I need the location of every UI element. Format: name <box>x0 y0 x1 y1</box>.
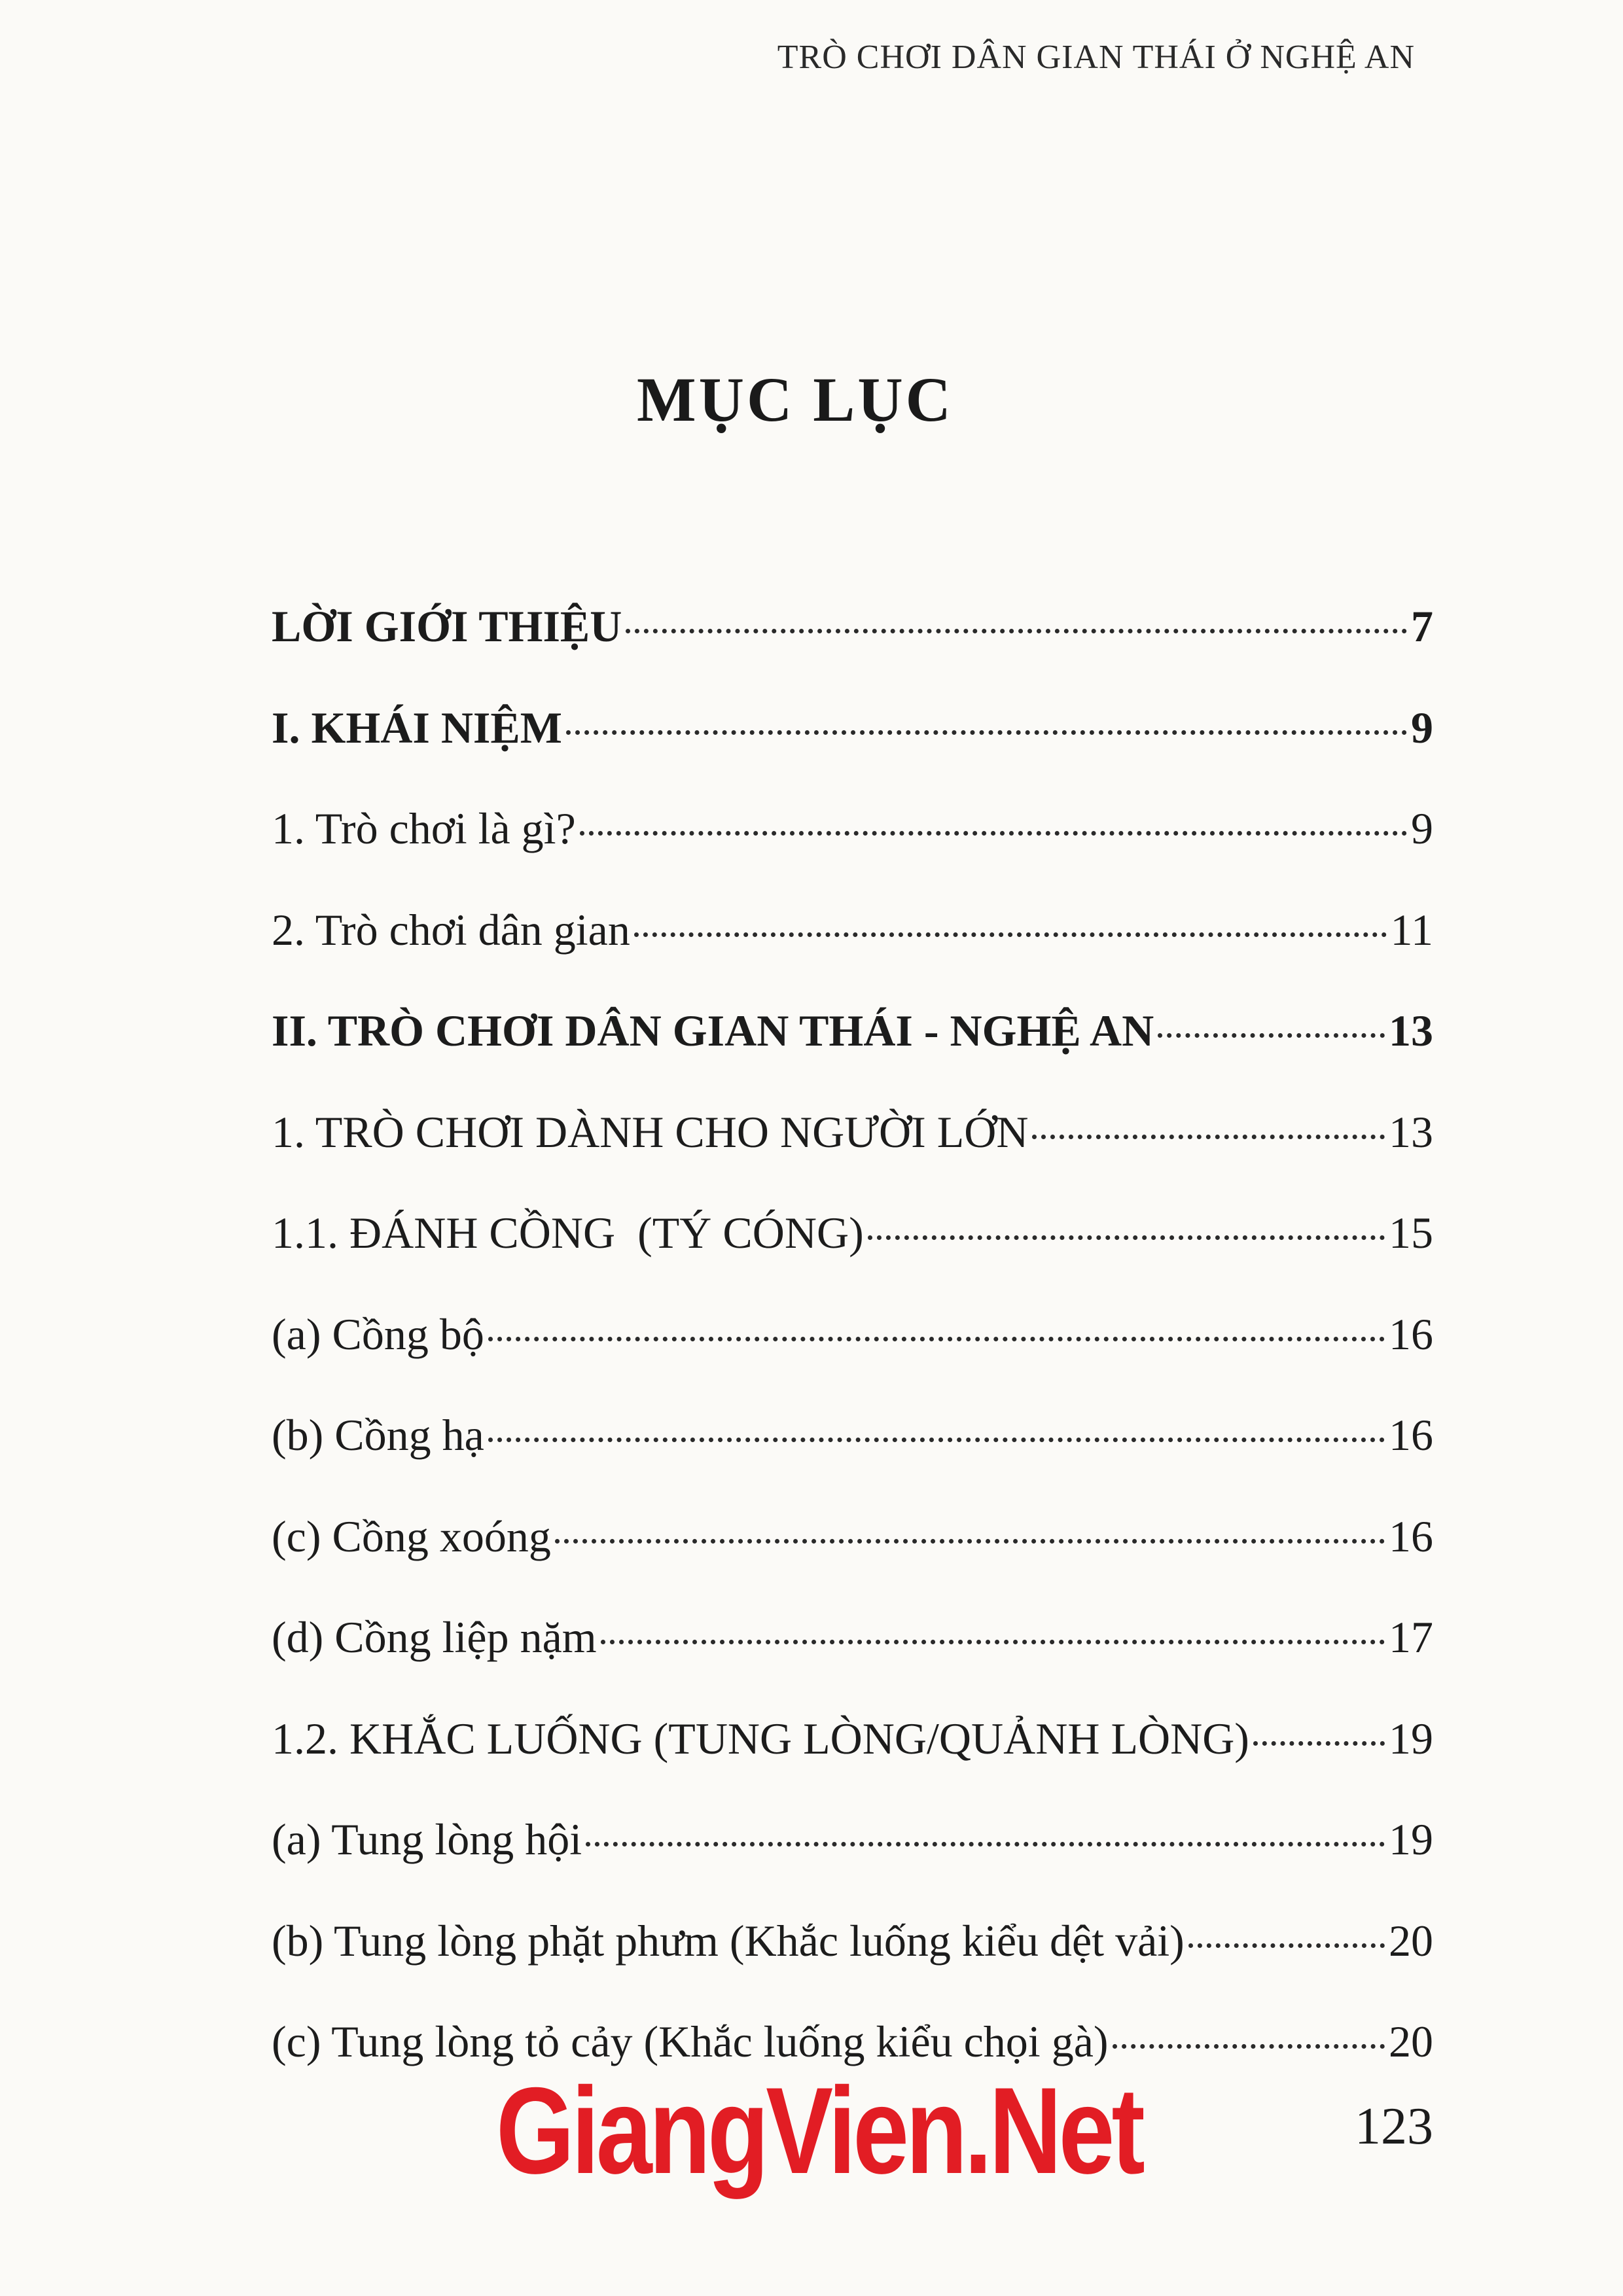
toc-dot-leader <box>1113 2044 1385 2049</box>
toc-dot-leader <box>1158 1033 1385 1038</box>
toc-entry-label: 1.2. KHẮC LUỐNG (TUNG LÒNG/QUẢNH LÒNG) <box>272 1713 1249 1763</box>
toc-entry <box>272 1688 1433 1790</box>
toc-entry-label: 1. TRÒ CHƠI DÀNH CHO NGƯỜI LỚN <box>272 1106 1029 1157</box>
table-of-contents <box>272 576 1433 2093</box>
toc-entry-page: 19 <box>1389 1713 1433 1763</box>
watermark: GiangVien.Net <box>496 2062 1142 2199</box>
toc-entry-label: (d) Cồng liệp nặm <box>272 1612 597 1662</box>
toc-dot-leader <box>555 1539 1385 1544</box>
toc-entry-label: 2. Trò chơi dân gian <box>272 904 630 955</box>
toc-entry <box>272 1789 1433 1890</box>
toc-entry-page: 11 <box>1390 904 1433 955</box>
toc-entry-page: 20 <box>1389 2017 1433 2066</box>
toc-dot-leader <box>1253 1741 1385 1746</box>
toc-entry-page: 16 <box>1389 1309 1433 1359</box>
toc-entry <box>272 1182 1433 1284</box>
toc-entry <box>272 879 1433 981</box>
page-number: 123 <box>1355 2098 1433 2155</box>
toc-dot-leader <box>868 1235 1385 1240</box>
toc-dot-leader <box>580 831 1407 836</box>
toc-entry-page: 9 <box>1411 804 1433 853</box>
toc-entry-label: (b) Tung lòng phặt phưm (Khắc luống kiểu dệt vải) <box>272 1915 1185 1966</box>
toc-entry <box>272 980 1433 1082</box>
toc-dot-leader <box>566 730 1407 735</box>
toc-entry-page: 16 <box>1389 1511 1433 1561</box>
toc-dot-leader <box>626 629 1407 633</box>
toc-entry-page: 13 <box>1389 1006 1433 1055</box>
toc-entry <box>272 576 1433 677</box>
toc-entry-page: 9 <box>1411 702 1433 752</box>
toc-entry-page: 20 <box>1389 1915 1433 1966</box>
toc-entry-label: (a) Cồng bộ <box>272 1309 484 1359</box>
toc-entry-label: (c) Cồng xoóng <box>272 1511 551 1561</box>
toc-entry-label: (c) Tung lòng tỏ cảy (Khắc luống kiểu chọi gà) <box>272 2017 1109 2066</box>
toc-entry-page: 13 <box>1389 1106 1433 1157</box>
toc-entry-label: I. KHÁI NIỆM <box>272 702 562 752</box>
toc-entry-label: (b) Cồng hạ <box>272 1410 484 1460</box>
toc-entry-label: (a) Tung lòng hội <box>272 1814 582 1864</box>
toc-dot-leader <box>586 1842 1385 1846</box>
toc-entry <box>272 1284 1433 1385</box>
toc-entry <box>272 1486 1433 1587</box>
toc-entry <box>272 1587 1433 1688</box>
toc-entry-label: II. TRÒ CHƠI DÂN GIAN THÁI - NGHỆ AN <box>272 1006 1154 1055</box>
toc-entry-label: 1.1. ĐÁNH CỒNG (TÝ CÓNG) <box>272 1208 864 1258</box>
toc-entry <box>272 1385 1433 1486</box>
toc-entry-page: 16 <box>1389 1410 1433 1460</box>
toc-entry-label: 1. Trò chơi là gì? <box>272 804 576 853</box>
toc-entry-page: 19 <box>1389 1814 1433 1864</box>
toc-dot-leader <box>1032 1135 1385 1139</box>
toc-dot-leader <box>488 1337 1385 1341</box>
toc-entry-label: LỜI GIỚI THIỆU <box>272 601 622 651</box>
toc-entry <box>272 778 1433 879</box>
toc-entry-page: 7 <box>1411 601 1433 651</box>
toc-entry <box>272 677 1433 779</box>
toc-dot-leader <box>488 1438 1385 1442</box>
running-header: TRÒ CHƠI DÂN GIAN THÁI Ở NGHỆ AN <box>777 39 1415 76</box>
toc-entry-page: 17 <box>1389 1612 1433 1662</box>
toc-dot-leader <box>1188 1943 1385 1948</box>
page-title: MỤC LỤC <box>637 364 954 434</box>
toc-dot-leader <box>634 932 1387 937</box>
toc-entry-page: 15 <box>1389 1208 1433 1258</box>
toc-entry <box>272 1082 1433 1183</box>
toc-entry <box>272 1890 1433 1992</box>
toc-dot-leader <box>601 1640 1385 1644</box>
